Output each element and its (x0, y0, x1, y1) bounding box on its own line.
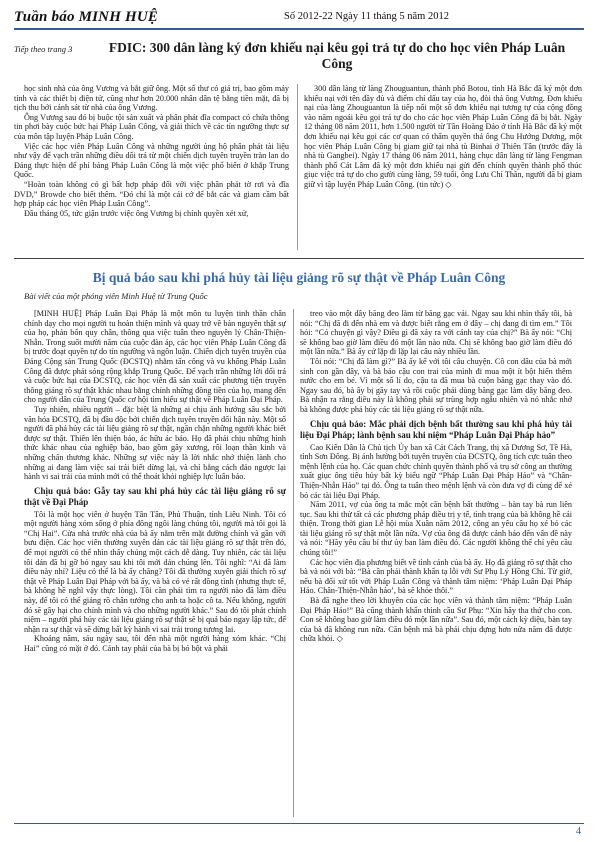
paragraph: Tôi nói: “Chị đã làm gì?” Bà ấy kể với tôi câu chuyện. Cô con dâu của bà mới sinh con gần đây, và bà bảo cậu con trai của mình đi mua một ít bột hiến thêm nước cho em bé. Vì một số lí do, cậu ta đã mua bà cuộn băng gạc thay vào đó. Ngay sau đó, bà ấy bị gãy tay và rồi cuộc phải dùng băng gạc làm dây băng đeo. Bà nhận ra rằng điều này là không phải sự trùng hợp ngẫu nhiên và nó nhắc nhở bà không được phá hủy các tài liệu giảng rõ sự thật nữa. (300, 356, 572, 414)
paragraph: Bà đã nghe theo lời khuyên của các học viên và thành tâm niệm: “Pháp Luân Đại Pháp Hảo!” Bà cũng thành khẩn thỉnh cầu Sư Phụ: “Xin hãy tha thứ cho con. Con sẽ không bao giờ làm điều đó một lần nữa”. Sau đó, một cách kỳ diệu, bàn tay của bà đã không run nữa. Căn bệnh mà bà phải chịu đựng hơn nửa năm đã được chữa khỏi. ◇ (300, 596, 572, 644)
article1-title: FDIC: 300 dân làng ký đơn khiếu nại kêu gọi trả tự do cho học viên Pháp Luân Công (108, 40, 566, 71)
article2-right-column (300, 309, 572, 819)
paragraph: treo vào một dây băng đeo làm từ băng gạc vải. Ngay sau khi nhìn thấy tôi, bà nói: “Chị đã đi đến nhà em và được biết rằng em ở đây – chị đang đi tìm em.” Tôi hỏi: “Có chuyện gì vậy? Điều gì đã xảy ra với cánh tay của chị?” Bà ấy nói: “Chị sẽ không bao giờ làm điều đó một lần nào nữa. Chị sẽ không bao giờ làm điều đó một lần nữa.” Bà ấy cứ lặp đi lặp lại câu này nhiều lần. (300, 309, 572, 357)
paragraph: Tôi là một học viên ở huyện Tân Tân, Phủ Thuận, tỉnh Liêu Ninh. Tôi có một người hàng xóm sống ở phía đông ngôi làng chúng tôi, người mà tôi gọi là “Chị Hai”. Cửa nhà trước nhà của bà ấy nằm trên mặt đường chính và gần với bưu điện. Các học viên thường xuyên dán các tài liệu giảng rõ sự thật trên đó, để mọi người có thể nhìn thấy chúng một cách dễ dàng. Tuy nhiên, các tài liệu tôi dán đã bị gỡ bỏ ngay sau khi tôi mới dán chúng lên. Tôi nghĩ: “Ai đã làm điều này nhỉ? Liệu có thể là bà ấy chăng? Tôi đã thường xuyên giải thích rõ sự thật về Pháp Luân Đại Pháp với bà ấy, và bà có vẻ rất đồng tình (nhưng thực tế, bà không hề nghĩ vậy thực lòng). Tôi cần phải tìm ra người nào đã làm điều này, để tôi có thể giảng rõ chân tướng cho anh ta hoặc cô ta. Nếu không, người đó sẽ gây hại cho chính mình và cho những người khác.” Sau đó tôi phát chính niệm – người phá hủy các tài liệu giảng rõ sự thật sẽ bị quả báo ngay lập tức, để nhận ra sự thật và sẽ dừng bất kỳ hành vi sai trái trong tương lai. (24, 509, 286, 634)
footer-rule (14, 823, 584, 824)
paragraph: Khoảng năm, sáu ngày sau, tôi đến nhà một người hàng xóm khác. “Chị Hai” cũng có mặt ở đó. Cánh tay phải của bà bị bó bột và phải (24, 634, 286, 653)
paragraph: Năm 2011, vợ của ông ta mắc một căn bệnh bất thường – bàn tay bà run liên tục. Sau khi thử tất cả các phương pháp điều trị y tế, tình trạng của bà không hề cải thiện. Trong thời gian Lễ hội mùa Xuân năm 2012, công an yêu cầu họ xé bỏ các tài liệu giảng rõ sự thật một lần nữa. Vợ của ông đã được cảnh báo đến vấn đề này và nói: “Hãy yêu cầu bí thư ủy ban làm điều đó. Các người không thể chỉ yêu cầu chúng tôi!” (300, 500, 572, 558)
paragraph: Ông Vương sau đó bị buộc tội sản xuất và phân phát đĩa compact có chứa thông tin phơi bày cuộc bức hại Pháp Luân Công, và giải thích về các tín ngưỡng thực sự của môn tập luyện Pháp Luân Công. (14, 112, 289, 141)
article2-byline: Bài viết của một phóng viên Minh Huệ từ Trung Quốc (24, 291, 208, 301)
page-header (14, 6, 584, 30)
article1-heading (14, 40, 584, 80)
continued-note: Tiếp theo trang 3 (14, 44, 73, 54)
subheading: Chịu quả báo: Gẫy tay sau khi phá hủy các tài liệu giảng rõ sự thật về Đại Pháp (24, 485, 286, 507)
page-number: 4 (576, 826, 581, 837)
column-divider (293, 309, 294, 817)
article1-left-column (14, 84, 289, 252)
paragraph: học sinh nhà của ông Vương và bắt giữ ông. Một số thư có giá trị, bao gồm máy tính và các thiết bị điện tử, cũng như hơn 20.000 nhân dân tệ bằng tiền mặt, đã bị tịch thu bởi cảnh sát từ nhà của ông Vương. (14, 84, 289, 113)
issue-info: Số 2012-22 Ngày 11 tháng 5 năm 2012 (284, 11, 449, 22)
paragraph: Các học viên địa phương biết về tình cảnh của bà ấy. Họ đã giảng rõ sự thật cho bà và nói với bà: “Bà cần phải thành khẩn tạ lỗi với Sư Phụ Lý Hồng Chí. Từ giờ, nếu bà đối xử tốt với Pháp Luân Công và thành tâm niệm: ‘Pháp Luân Đại Pháp Hảo. Chân-Thiện-Nhẫn hảo’, bà sẽ khỏe thôi.” (300, 557, 572, 596)
article1-right-column (304, 84, 582, 252)
masthead: Tuần báo MINH HUỆ (14, 9, 159, 25)
header-rule (14, 28, 584, 30)
article1-body (14, 84, 584, 252)
paragraph: 300 dân làng từ làng Zhouguantun, thành phố Botou, tỉnh Hà Bắc đã ký một đơn khiếu nại với tên đầy đủ và điểm chỉ dấu tay của họ, đòi thả ông Vương. Đơn khiếu nại của làng Zhouguantun là tiếp nối một số đơn khiếu nại tương tự của cộng đồng vào năm ngoái kêu gọi trả tự do cho các học viên Pháp Luân Công đã bị bắt. Ngày 12 tháng 08 năm 2011, hơn 1.500 người từ Tân Hoàng Đảo ở tỉnh Hà Bắc đã ký một đơn khiếu nại kêu gọi các cơ quan có thẩm quyền thả ông Chu Hướng Dương, một học viên Pháp Luân Công bị giam giữ tại nhà tù Binhai ở Thiên Tân (trước đây là nhà tù Gangbei). Ngày 17 tháng 06 năm 2011, hàng chục dân làng từ làng Fengman thành phố Cát Lâm đã ký một đơn khiếu nại gửi đến chính quyền thành phố thúc giục việc trả tự do cho gười cùng làng, 59 tuổi, ông Lưu Chí Thần, người đã bị giam giữ vì tập luyện Pháp Luân Công. (tin tức) ◇ (304, 84, 582, 189)
paragraph: “Hoàn toàn không có gì bất hợp pháp đối với việc phân phát tờ rơi và đĩa DVD,” Browde cho biết thêm. “Đó chỉ là một cái cớ để bắt các và giam cầm bất hợp pháp các học viên Pháp Luân Công”. (14, 179, 289, 209)
paragraph: [MINH HUỆ] Pháp Luân Đại Pháp là một môn tu luyện tinh thần chân chính dạy cho mọi người tu hoàn thiện mình và quay trở về bản nguyên thật sự của họ, phản bổn quy chân, thông qua việc tuân theo nguyên lý Chân-Thiện-Nhẫn. Trong suốt mười năm của cuộc đàn áp, các học viên Pháp Luân Công đã bị trước đoạt quyền tự do tín ngưỡng và ngôn luận. Chiến dịch tuyên truyền của Đảng Cộng sản Trung Quốc (ĐCSTQ) nhằm tấn công và vu khống Pháp Luân Công đã được phát sóng rộng khắp Trung Quốc. Để vạch trần những lời dối trá và cuộc bức hại của ĐCSTQ, các học viên đã sản xuất các phương tiện truyền thông giảng rõ sự thật khác nhau bằng chính những đồng tiền của họ, mang đến cho người dân của Trung Quốc cơ hội tìm hiểu sự thật về Pháp Luân Đại Pháp. (24, 309, 286, 405)
article-separator (14, 258, 584, 259)
paragraph: Đầu tháng 05, tức giận trước việc ông Vương bị chính quyền xét xử, (24, 208, 249, 218)
paragraph: Cao Kiến Dân là Chủ tịch Ủy ban xã Cát Cách Trang, thị xã Dương Sơ, Tề Hà, tỉnh Sơn Đông. Bị ảnh hưởng bởi tuyên truyền của ĐCSTQ, ông tích cực tuân theo mệnh lệnh của họ. Các quan chức chính quyền thành phố và trụ sở công an thường xuất giục ông tiêu hủy bất kỳ biểu ngữ “Pháp Luân Đại Pháp Hảo” và “Chân-Thiện-Nhẫn Hảo” tại đó. Ông ta tuân theo mệnh lệnh và còn đưa vợ đi cùng để xé bỏ các tài liệu Đại Pháp. (300, 442, 572, 500)
paragraph: Tuy nhiên, nhiều người – đặc biệt là những ai chịu ảnh hưởng sâu sắc bởi văn hóa ĐCSTQ, đã bị đầu độc bởi chiến dịch tuyên truyền dối hận này. Một số người đã phá hủy các tài liệu giảng rõ sự thật, ngăn chặn những người khác biết được sự thật. Thiên lên thiện báo, ác hữu ác báo. Họ đã phải chịu những hình thức khác nhau của nghiệp báo, bao gồm gãy xương, rối loạn thần kinh và những chấn thương khác. Những sự việc này là lời nhắc nhở thiện lành cho những ai đang làm việc sai trái biết dừng lại, và chỉ bằng cách đảo ngược lại hành vi sai trái của mình mới có thể thoát khỏi nghiệp lực luân báo. (24, 404, 286, 482)
subheading: Chịu quả báo: Mắc phải dịch bệnh bất thường sau khi phá hủy tài liệu Đại Pháp; lành bệnh sau khi niệm “Pháp Luân Đại Pháp hảo” (300, 418, 572, 440)
article2-title: Bị quả báo sau khi phá hủy tài liệu giảng rõ sự thật về Pháp Luân Công (92, 270, 506, 285)
article2-left-column (24, 309, 286, 819)
paragraph: Việc các học viên Pháp Luân Công và những người ủng hộ phân phát tài liệu như vậy để vạch trần những điều dối trá từ một chiến dịch tuyên truyền tràn lan do Đảng thực hiện để phỉ báng Pháp Luân Công là một việc phổ biến ở khắp Trung Quốc. (14, 141, 289, 180)
column-divider (297, 84, 298, 250)
